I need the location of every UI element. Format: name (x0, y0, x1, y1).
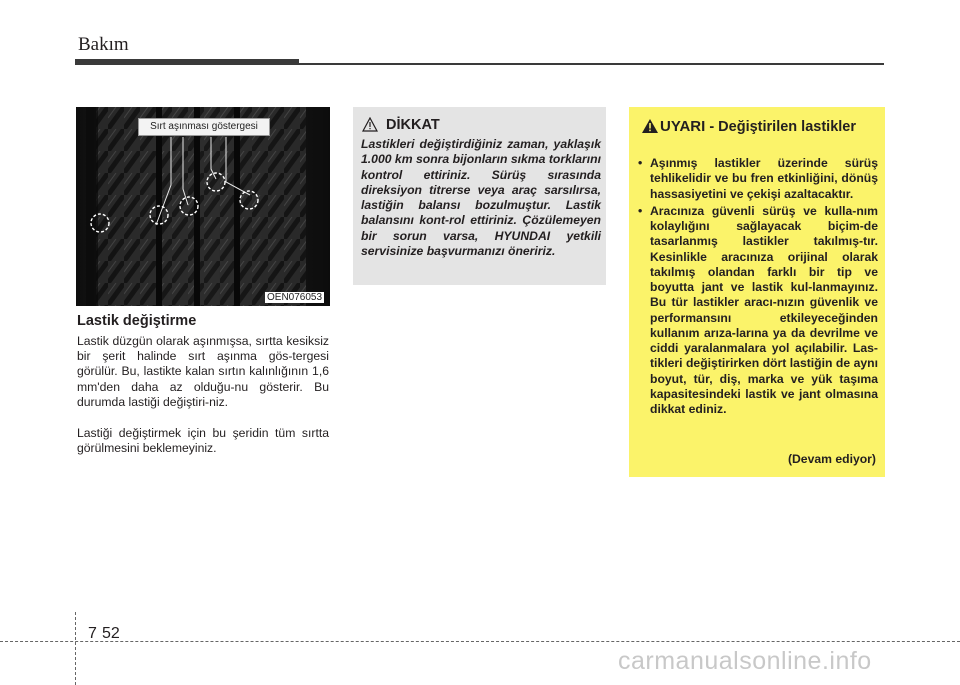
warning-title: UYARI (660, 118, 706, 135)
warning-heading (660, 119, 872, 135)
footer-vertical-rule (75, 612, 76, 685)
warning-item (636, 156, 878, 202)
subsection-heading: Lastik değiştirme (77, 313, 197, 329)
body-paragraph: Lastik düzgün olarak aşınmışsa, sırtta kesiksiz bir şerit halinde sırt aşınma gös-tergesi görülür. Bu, lastikte kalan sırtın kalınlığının 1,6 mm'den daha az olduğu-nu gösterir. Bu durumda lastiği değiştiri-niz. (77, 334, 329, 409)
watermark: carmanualsonline.info (618, 647, 872, 675)
footer-horizontal-rule (0, 641, 960, 642)
warning-item-text: Aşınmış lastikler üzerinde sürüş tehlikelidir ve bu fren etkinliğini, dönüş hassasiyetini ve çekişi azaltacaktır. (650, 156, 878, 201)
header-rule-thick (75, 59, 299, 65)
warning-subtitle: - Değiştirilen lastikler (709, 119, 856, 135)
continued-label: (Devam ediyor) (787, 452, 876, 466)
body-paragraph: Lastiği değiştirmek için bu şeridin tüm sırtta görülmesini beklemeyiniz. (77, 426, 329, 456)
page-number: 52 (102, 625, 120, 642)
caution-title: DİKKAT (386, 117, 440, 133)
header-rule-thin (299, 63, 884, 65)
tire-tread-photo (76, 107, 330, 306)
chapter-number: 7 (88, 625, 97, 642)
bullet-icon: • (638, 156, 643, 170)
warning-item (636, 204, 878, 418)
caution-text: Lastikleri değiştirdiğiniz zaman, yaklaşık 1.000 km sonra bijonların sıkma torklarını kontrol ettiriniz. Sürüş sırasında direksiyon titrerse veya araç sarsılırsa, lastiğin balansı bozulmuştur. Lastik balansını kont-rol ettiriniz. Çözülemeyen bir sorun varsa, HYUNDAI yetkili servisinize başvurmanızı öneririz. (361, 137, 601, 259)
bullet-icon: • (638, 203, 643, 218)
figure-label: Sırt aşınması göstergesi (138, 118, 270, 136)
caution-triangle-icon (362, 117, 378, 137)
warning-triangle-icon (641, 118, 659, 139)
warning-list (636, 156, 878, 419)
figure-code: OEN076053 (267, 292, 323, 303)
warning-item-text: Aracınıza güvenli sürüş ve kulla-nım kolaylığını sağlayacak biçim-de tasarlanmış lastikler takılmış-tır. Kesinlikle aracınıza orijinal olarak takılmış olandan farklı bir tip ve boyutta jant ve lastik kul-lanmayınız. Bu tür lastikler aracı-nızın güvenlik ve performansını etkileyeceğinden kullanım arıza-larına ya da devrilme ve ciddi yaralanmalara yol açılabilir. Las-tikleri değiştirirken dört lastiğin de aynı boyut, tür, diş, marka ve yük taşıma kapasitesindeki lastik ve jant olmasına dikkat ediniz. (650, 203, 878, 416)
section-title: Bakım (78, 34, 129, 55)
